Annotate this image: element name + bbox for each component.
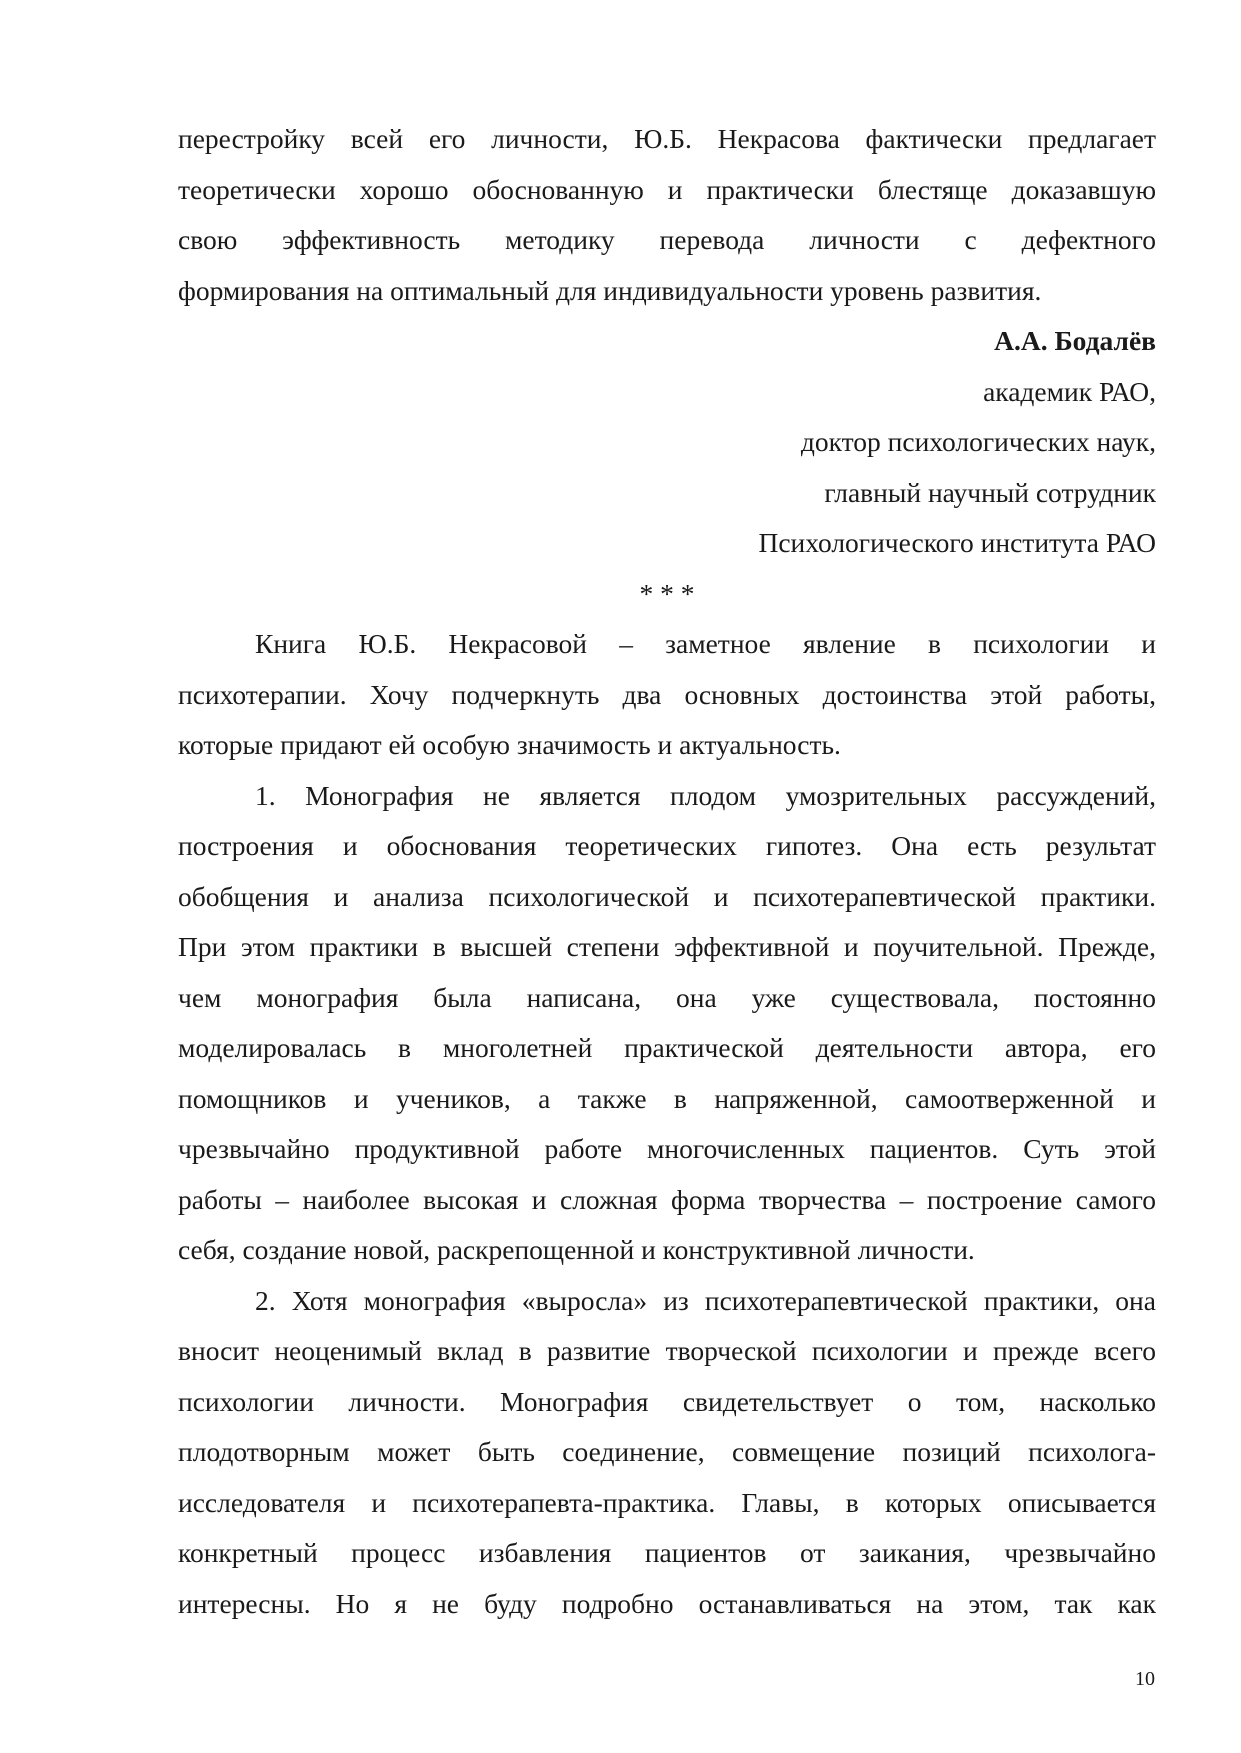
text-line: которые придают ей особую значимость и актуальность.: [178, 729, 841, 760]
text-line: построения и обоснования теоретических гипотез. Она есть результат: [178, 830, 1156, 861]
text-line: обобщения и анализа психологической и психотерапевтической практики.: [178, 880, 1156, 912]
text-line: 1. Монография не является плодом умозрительных рассуждений,: [255, 779, 1156, 811]
section-separator: * * *: [639, 577, 695, 609]
text-line: чрезвычайно продуктивной работе многочисленных пациентов. Суть этой: [178, 1133, 1156, 1164]
paragraph-3: [178, 771, 1156, 1276]
paragraph-2: [178, 619, 1156, 771]
signature-title: главный научный сотрудник: [824, 476, 1156, 508]
text-line: теоретически хорошо обоснованную и практически блестяще доказавшую: [178, 173, 1156, 205]
text-line: психотерапии. Хочу подчеркнуть два основных достоинства этой работы,: [178, 678, 1156, 710]
text-line: перестройку всей его личности, Ю.Б. Некрасова фактически предлагает: [178, 123, 1156, 154]
text-line: формирования на оптимальный для индивидуальности уровень развития.: [178, 274, 1042, 306]
signature-name: А.А. Бодалёв: [994, 325, 1156, 356]
text-line: чем монография была написана, она уже существовала, постоянно: [178, 981, 1156, 1013]
text-line: вносит неоценимый вклад в развитие творческой психологии и прежде всего: [178, 1335, 1156, 1366]
paragraph-1: [178, 114, 1156, 316]
text-line: исследователя и психотерапевта-практика. Главы, в которых описывается: [178, 1486, 1156, 1518]
signature-title: Психологического института РАО: [758, 527, 1156, 558]
text-line: моделировалась в многолетней практической деятельности автора, его: [178, 1032, 1156, 1063]
page-number: 10: [1135, 1668, 1155, 1690]
text-line: себя, создание новой, раскрепощенной и конструктивной личности.: [178, 1234, 975, 1265]
signature-title: академик РАО,: [983, 375, 1156, 407]
text-line: психологии личности. Монография свидетельствует о том, насколько: [178, 1385, 1156, 1417]
text-line: помощников и учеников, а также в напряженной, самоотверженной и: [178, 1082, 1156, 1114]
text-line: конкретный процесс избавления пациентов от заикания, чрезвычайно: [178, 1537, 1156, 1568]
text-line: Книга Ю.Б. Некрасовой – заметное явление в психологии и: [255, 628, 1156, 659]
text-line: свою эффективность методику перевода личности с дефектного: [178, 224, 1156, 255]
paragraph-4: [178, 1276, 1156, 1630]
text-line: 2. Хотя монография «выросла» из психотерапевтической практики, она: [255, 1284, 1156, 1316]
signature-title: доктор психологических наук,: [800, 426, 1156, 457]
text-line: работы – наиболее высокая и сложная форма творчества – построение самого: [178, 1183, 1156, 1215]
signature-block: [178, 316, 1156, 569]
text-line: При этом практики в высшей степени эффективной и поучительной. Прежде,: [178, 931, 1156, 962]
text-line: интересны. Но я не буду подробно останавливаться на этом, так как: [178, 1587, 1156, 1619]
text-line: плодотворным может быть соединение, совмещение позиций психолога-: [178, 1436, 1156, 1467]
text-column: [178, 114, 1156, 1629]
